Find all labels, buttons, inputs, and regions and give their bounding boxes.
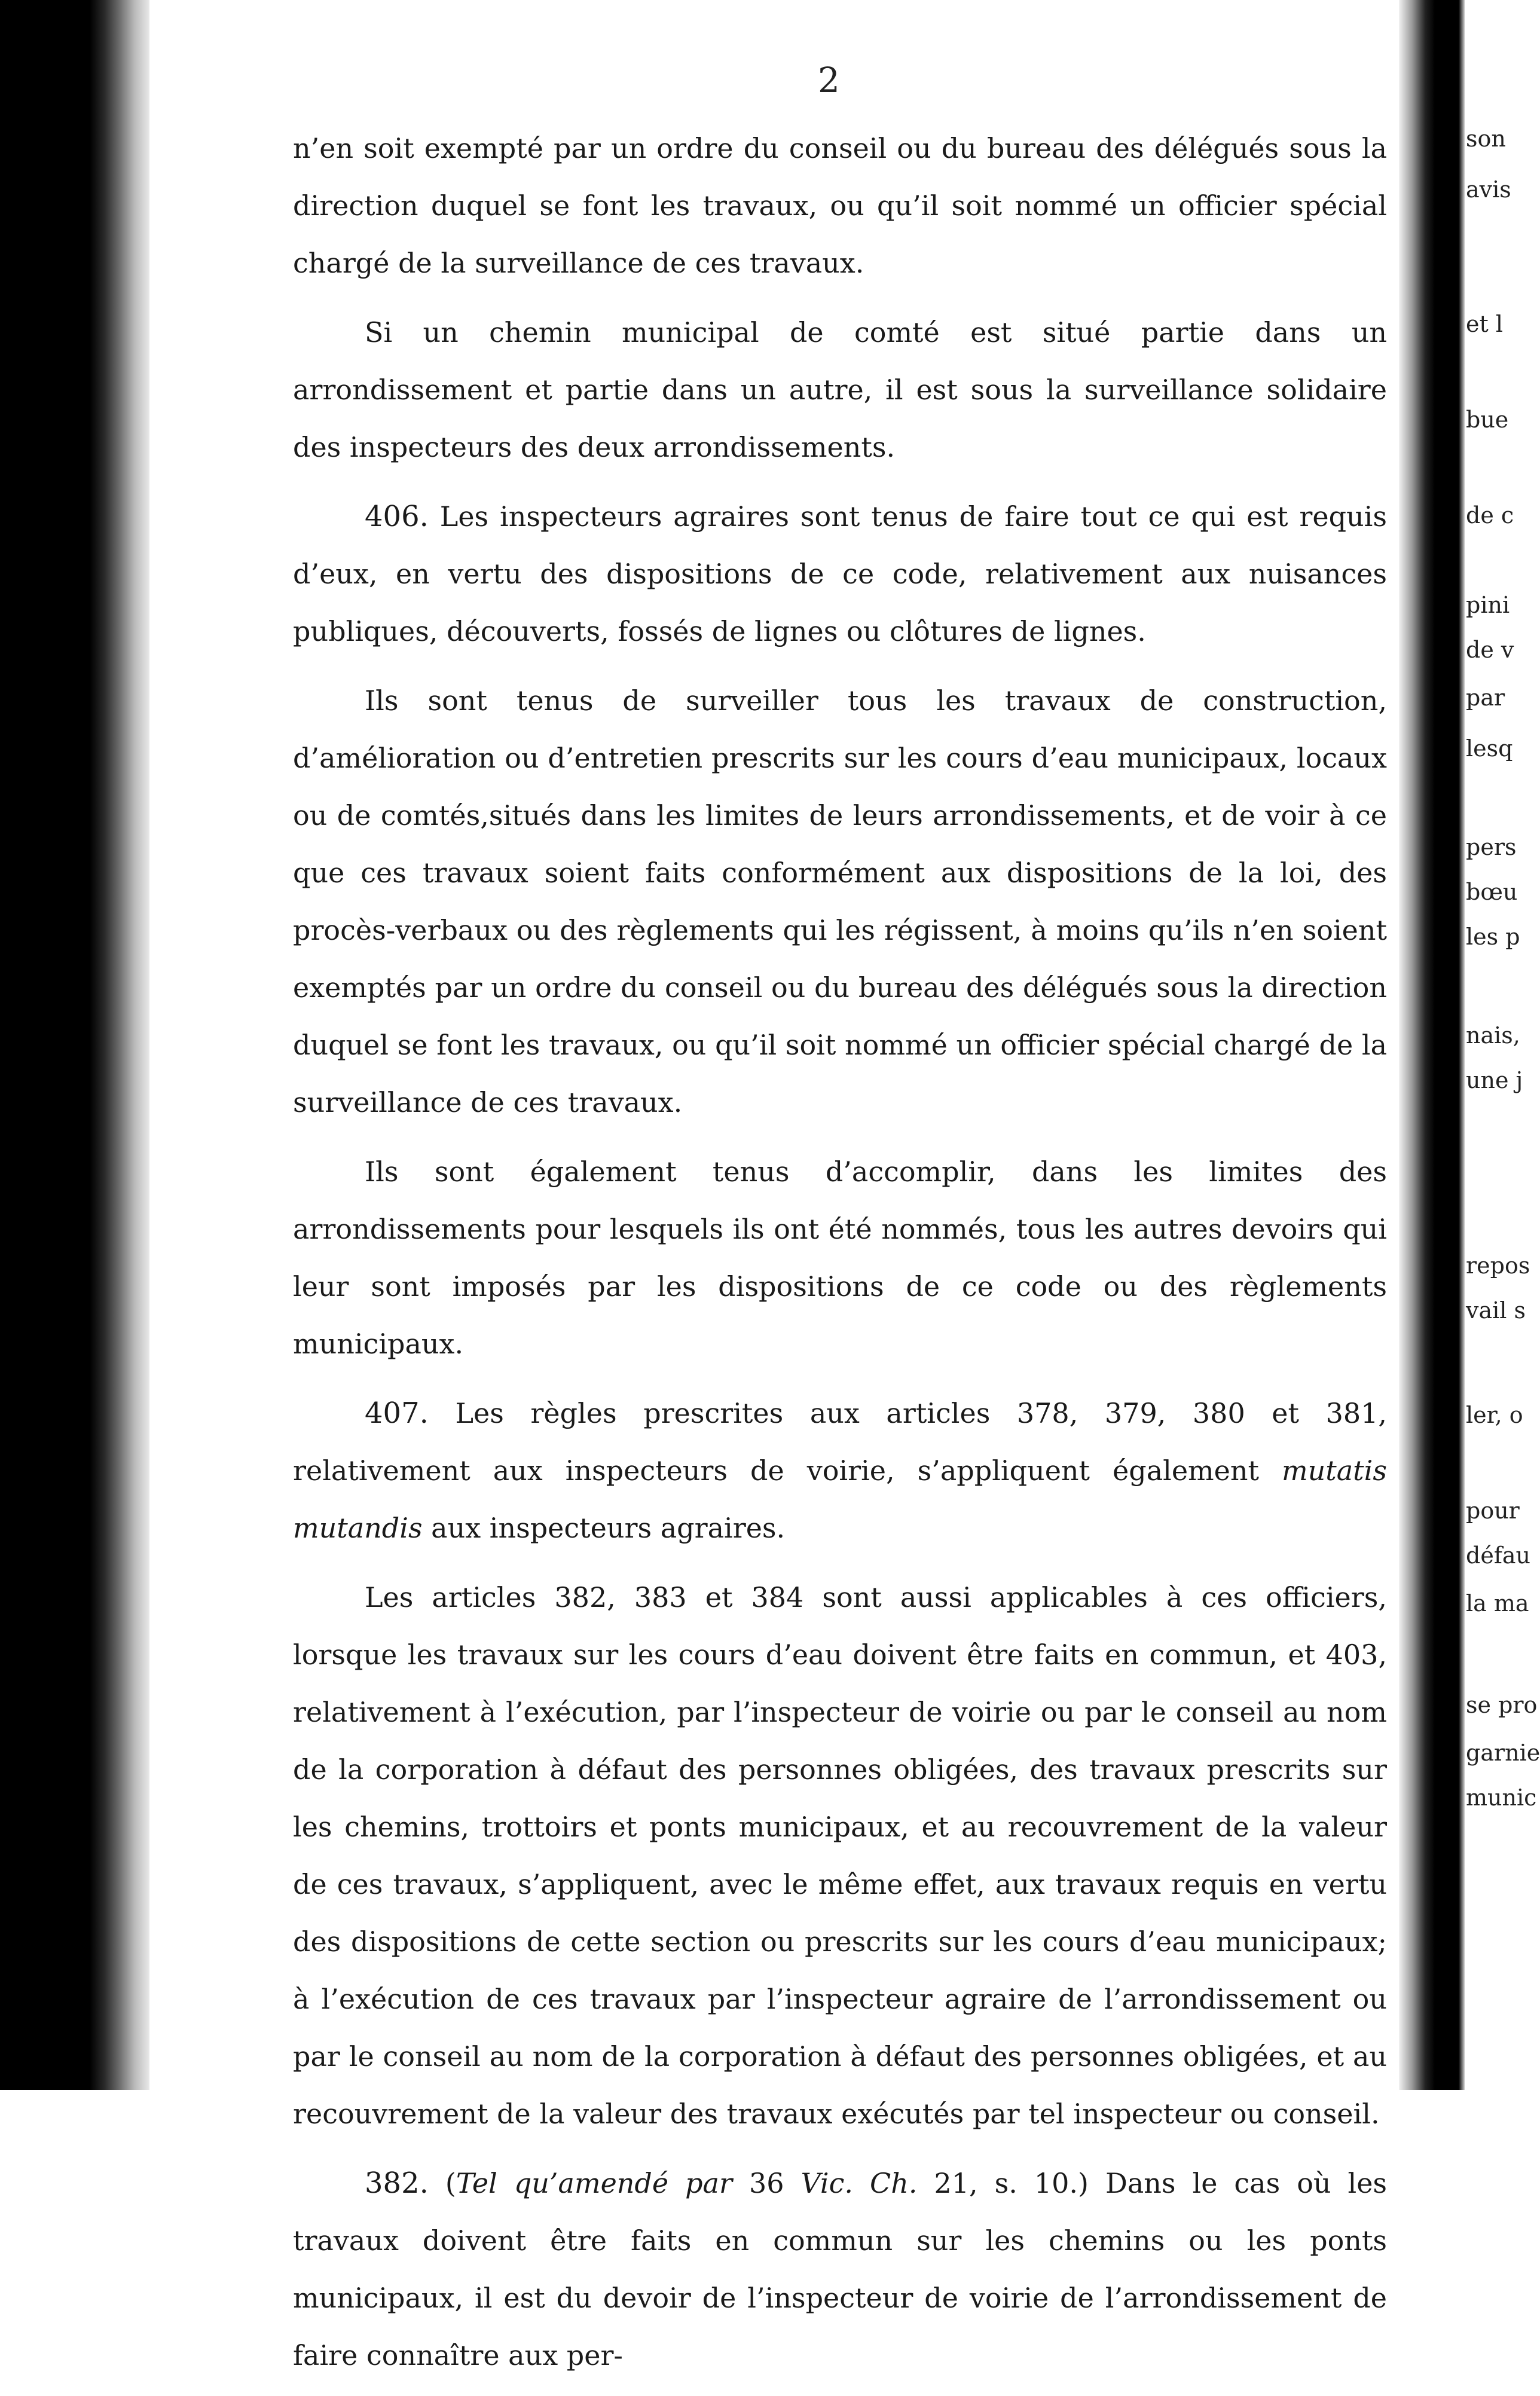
next-page-fragment: se pro [1466,1692,1538,1718]
next-page-edge [1465,0,1540,2090]
paragraph [293,120,1387,292]
next-page-fragment: nais, [1466,1022,1520,1049]
paragraph-text: Ils sont également tenus d’accomplir, dans les limites des arrondissements pour lesquels ils ont été nommés, tous les autres devoirs qui leur sont imposés par les dispositions de ce code ou des règlements municipaux. [293,1156,1387,1360]
article-number: 406. [365,500,429,533]
article-number: 407. [365,1396,429,1430]
paragraph-text: Les inspecteurs agraires sont tenus de faire tout ce qui est requis d’eux, en vertu des dispositions de ce code, relativement aux nuisances publiques, découverts, fossés de lignes ou clôtures de lignes. [293,500,1387,647]
page-number: 2 [818,60,840,100]
next-page-fragment: lesq [1466,735,1513,762]
paragraph-text: aux inspecteurs agraires. [431,1512,786,1544]
amendment-number: 36 [748,2167,784,2199]
next-page-fragment: de v [1466,637,1514,663]
paragraph [293,304,1387,476]
next-page-fragment: avis [1466,176,1511,203]
article-382: 382. (Tel qu’amendé par 36 Vic. Ch. 21, s. 10.) Dans le cas où les travaux doivent être faits en commun sur les chemins ou les ponts municipaux, il est du devoir de l’inspecteur de voirie de l’arrondissement de faire connaître aux per- [293,2166,1388,2371]
latin-phrase: mutatis mutandis [293,1454,1387,1544]
page-gutter [1399,0,1465,2090]
next-page-fragment: les p [1466,924,1520,950]
next-page-fragment: pini [1466,592,1510,618]
next-page-fragment: pour [1466,1498,1520,1524]
paragraph-text: Si un chemin municipal de comté est situé partie dans un arrondissement et partie dans un autre, il est sous la surveillance solidaire des inspecteurs des deux arrondissements. [293,316,1387,463]
next-page-fragment: bue [1466,407,1509,433]
article-number: 382. [365,2166,429,2200]
paragraph [293,672,1387,1131]
chapter-number: 21, [934,2167,978,2199]
next-page-fragment: son [1466,126,1506,152]
paragraph-text: Les règles prescrites aux articles 378, 379, 380 et 381, relativement aux inspecteurs de voirie, s’appliquent également [293,1397,1388,1487]
next-page-fragment: bœu [1466,879,1518,905]
body-text [293,120,1387,2396]
next-page-fragment: par [1466,684,1505,711]
next-page-fragment: pers [1466,834,1517,860]
next-page-fragment: repos [1466,1252,1530,1279]
paragraph-text: Ils sont tenus de surveiller tous les travaux de construction, d’amélioration ou d’entretien prescrits sur les cours d’eau municipaux, locaux ou de comtés,situés dans les limites de leurs arrondissements, et de voir à ce que ces travaux soient faits conformément aux dispositions de la loi, des procès-verbaux ou des règlements qui les régissent, à moins qu’ils n’en soient exemptés par un ordre du conseil ou du bureau des délégués sous la direction duquel se font les travaux, ou qu’il soit nommé un officier spécial chargé de la surveillance de ces travaux. [293,684,1387,1118]
next-page-fragment: une j [1466,1067,1523,1093]
binding-edge [0,0,149,2090]
next-page-fragment: ler, o [1466,1402,1523,1428]
next-page-fragment: vail s [1466,1297,1526,1324]
article-407 [293,1385,1387,1557]
article-406 [293,488,1387,660]
amendment-note: Tel qu’amendé par [456,2167,732,2199]
paragraph-text: Dans le cas où les travaux doivent être faits en commun sur les chemins ou les ponts municipaux, il est du devoir de l’inspecteur de voirie de l’arrondissement de faire connaître aux per- [293,2167,1388,2371]
paragraph-text: n’en soit exempté par un ordre du conseil ou du bureau des délégués sous la direction duquel se font les travaux, ou qu’il soit nommé un officier spécial chargé de la surveillance de ces travaux. [293,132,1387,279]
paragraph [293,1569,1387,2143]
paragraph-text: Les articles 382, 383 et 384 sont aussi applicables à ces officiers, lorsque les travaux sur les cours d’eau doivent être faits en commun, et 403, relativement à l’exécution, par l’inspecteur de voirie ou par le conseil au nom de la corporation à défaut des personnes obligées, des travaux prescrits sur les chemins, trottoirs et ponts municipaux, et au recouvrement de la valeur de ces travaux, s’appliquent, avec le même effet, aux travaux requis en vertu des dispositions de cette section ou prescrits sur les cours d’eau municipaux; à l’exécution de ces travaux par l’inspecteur agraire de l’arrondissement ou par le conseil au nom de la corporation à défaut des personnes obligées, et au recouvrement de la valeur des travaux exécutés par tel inspecteur ou conseil. [293,1581,1387,2130]
amendment-note: Vic. Ch. [800,2167,918,2199]
next-page-fragment: de c [1466,502,1514,528]
section-reference: s. 10.) [994,2167,1089,2199]
next-page-fragment: la ma [1466,1590,1529,1616]
next-page-fragment: défau [1466,1542,1531,1569]
paragraph [293,1143,1387,1373]
next-page-fragment: et l [1466,311,1503,337]
next-page-fragment: garnie [1466,1740,1540,1766]
next-page-fragment: munic [1466,1784,1537,1811]
